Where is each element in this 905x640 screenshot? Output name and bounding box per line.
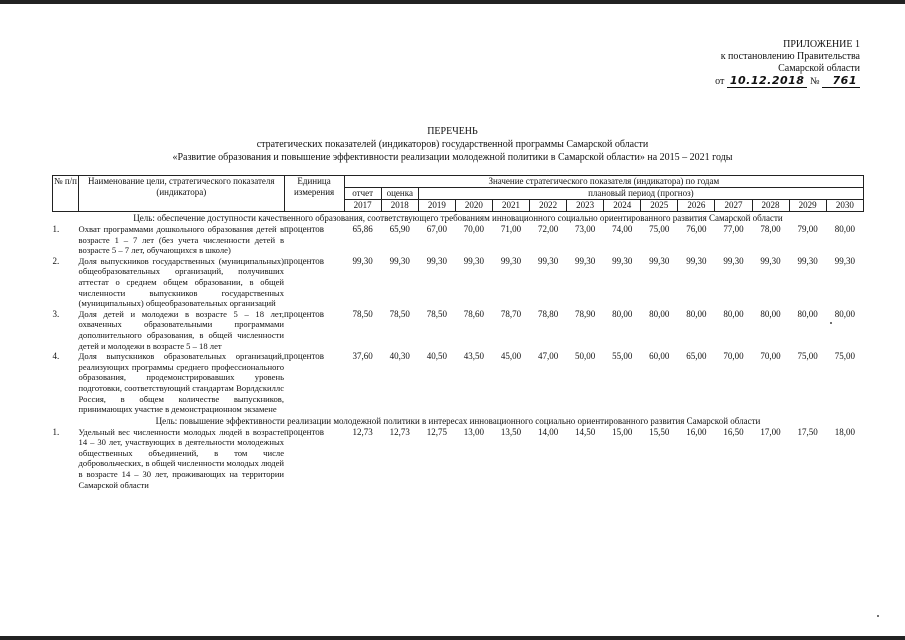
header-report: отчет	[344, 188, 381, 200]
appendix-block	[640, 39, 860, 88]
value-cell: 99,30	[686, 255, 707, 266]
value-cell: 65,90	[389, 224, 410, 234]
table-row	[53, 309, 864, 351]
scan-top-edge	[0, 0, 905, 4]
value-cell: 14,50	[575, 426, 596, 437]
value-cell: 80,00	[612, 308, 633, 319]
goal-text: Цель: повышение эффективности реализации молодежной политики в интересах инновационного социально ориентированного развития Самарской области	[155, 415, 761, 426]
value-cell: 67,00	[426, 224, 447, 234]
header-row-1	[53, 176, 864, 188]
header-name: Наименование цели, стратегического показателя (индикатора)	[79, 176, 284, 212]
value-cell: 45,00	[500, 351, 522, 362]
header-unit: Единица измерения	[284, 176, 344, 212]
row-number: 1.	[52, 426, 60, 437]
value-cell: 78,90	[575, 308, 596, 319]
header-values-title: Значение стратегического показателя (индикатора) по годам	[344, 176, 863, 188]
indicator-unit: процентов	[284, 308, 325, 319]
header-year: 2019	[418, 200, 455, 212]
value-cell: 75,00	[834, 351, 855, 362]
scan-speck	[830, 322, 832, 324]
header-num: № п/п	[53, 176, 79, 212]
value-cell: 76,00	[686, 224, 707, 234]
row-number: 4.	[52, 351, 60, 362]
value-cell: 99,30	[500, 255, 522, 266]
header-year: 2022	[530, 200, 567, 212]
header-year: 2028	[752, 200, 789, 212]
value-cell: 12,73	[389, 426, 410, 437]
value-cell: 99,30	[352, 255, 373, 266]
value-cell: 99,30	[723, 255, 744, 266]
value-cell: 80,00	[723, 308, 744, 319]
header-year: 2026	[678, 200, 715, 212]
value-cell: 80,00	[649, 308, 670, 319]
value-cell: 13,00	[463, 426, 485, 437]
scan-bottom-edge	[0, 636, 905, 640]
number-prefix: №	[809, 76, 820, 87]
value-cell: 43,50	[463, 351, 485, 362]
value-cell: 99,30	[760, 255, 781, 266]
value-cell: 75,00	[797, 351, 818, 362]
value-cell: 15,50	[649, 426, 670, 437]
value-cell: 99,30	[797, 255, 818, 266]
document-subtitle: стратегических показателей (индикаторов) государственной программы Самарской области	[256, 139, 649, 150]
header-year: 2018	[381, 200, 418, 212]
table-row	[53, 256, 864, 309]
indicator-name: Доля выпускников образовательных организаций, реализующих программы среднего профессионального образования, продемонстрировавших уровень подготовки, соответствующий стандартам Ворлдскиллс Россия, в общем количестве выпускников, принимающих участие в демонстрационном экзамене	[78, 351, 285, 415]
value-cell: 15,00	[612, 426, 633, 437]
value-cell: 50,00	[575, 351, 596, 362]
value-cell: 72,00	[537, 224, 559, 234]
indicator-name: Доля детей и молодежи в возрасте 5 – 18 лет, охваченных образовательными программами дополнительного образования, в общей численности детей и молодежи в возрасте 5 – 18 лет	[78, 308, 285, 351]
value-cell: 73,00	[575, 224, 596, 234]
header-year: 2029	[789, 200, 826, 212]
value-cell: 70,00	[463, 224, 485, 234]
value-cell: 80,00	[760, 308, 781, 319]
value-cell: 65,86	[352, 224, 373, 234]
value-cell: 77,00	[723, 224, 744, 234]
appendix-label: ПРИЛОЖЕНИЕ 1	[783, 39, 860, 50]
scan-speck	[877, 615, 879, 617]
appendix-date-line	[640, 75, 860, 88]
date-prefix: от	[715, 76, 725, 87]
value-cell: 13,50	[500, 426, 522, 437]
document-title: ПЕРЕЧЕНЬ	[427, 126, 478, 137]
value-cell: 99,30	[537, 255, 559, 266]
table-row	[53, 427, 864, 491]
header-year: 2023	[567, 200, 604, 212]
value-cell: 99,30	[575, 255, 596, 266]
table-row	[53, 351, 864, 415]
header-year: 2030	[826, 200, 863, 212]
appendix-decree: к постановлению Правительства	[720, 51, 860, 62]
value-cell: 75,00	[649, 224, 670, 234]
value-cell: 99,30	[389, 255, 410, 266]
value-cell: 16,00	[686, 426, 707, 437]
value-cell: 99,30	[612, 255, 633, 266]
value-cell: 80,00	[834, 308, 855, 319]
appendix-region: Самарской области	[778, 63, 860, 74]
table-row	[53, 224, 864, 256]
value-cell: 78,60	[463, 308, 485, 319]
row-number: 3.	[52, 308, 60, 319]
value-cell: 70,00	[760, 351, 781, 362]
decree-number: 761	[822, 75, 860, 88]
value-cell: 12,75	[426, 426, 447, 437]
value-cell: 79,00	[797, 224, 818, 234]
row-number: 1.	[52, 224, 60, 234]
header-year: 2021	[492, 200, 529, 212]
value-cell: 37,60	[352, 351, 373, 362]
goal-row	[53, 212, 864, 225]
value-cell: 40,30	[389, 351, 410, 362]
value-cell: 99,30	[463, 255, 485, 266]
value-cell: 99,30	[426, 255, 447, 266]
value-cell: 16,50	[723, 426, 744, 437]
value-cell: 60,00	[649, 351, 670, 362]
value-cell: 78,50	[426, 308, 447, 319]
indicator-unit: процентов	[284, 426, 325, 437]
row-number: 2.	[52, 255, 60, 266]
value-cell: 99,30	[834, 255, 855, 266]
value-cell: 80,00	[686, 308, 707, 319]
goal-row	[53, 415, 864, 427]
indicator-name: Доля выпускников государственных (муниципальных) общеобразовательных организаций, получивших аттестат о среднем общем образовании, в общей численности выпускников государственных (муниципальных) общеобразовательных организаций	[78, 255, 285, 309]
header-year: 2024	[604, 200, 641, 212]
value-cell: 80,00	[834, 224, 855, 234]
value-cell: 70,00	[723, 351, 744, 362]
header-year: 2017	[344, 200, 381, 212]
value-cell: 78,50	[389, 308, 410, 319]
indicator-unit: процентов	[284, 255, 325, 266]
value-cell: 80,00	[797, 308, 818, 319]
value-cell: 99,30	[649, 255, 670, 266]
program-name: «Развитие образования и повышение эффективности реализации молодежной политики в Самарской области» на 2015 – 2021 годы	[172, 152, 733, 163]
value-cell: 78,50	[352, 308, 373, 319]
header-plan: плановый период (прогноз)	[418, 188, 863, 200]
value-cell: 55,00	[612, 351, 633, 362]
value-cell: 74,00	[612, 224, 633, 234]
header-estimate: оценка	[381, 188, 418, 200]
value-cell: 18,00	[834, 426, 855, 437]
value-cell: 47,00	[537, 351, 559, 362]
value-cell: 12,73	[352, 426, 373, 437]
value-cell: 78,00	[760, 224, 781, 234]
decree-date: 10.12.2018	[727, 75, 808, 88]
value-cell: 14,00	[537, 426, 559, 437]
indicator-unit: процентов	[284, 351, 325, 362]
goal-text: Цель: обеспечение доступности качественного образования, соответствующего требованиям инновационного социально ориентированного развития Самарской области	[133, 213, 783, 223]
value-cell: 71,00	[500, 224, 522, 234]
header-year: 2027	[715, 200, 752, 212]
indicator-name: Удельный вес численности молодых людей в возрасте 14 – 30 лет, участвующих в деятельности молодежных общественных объединений, в том числе добровольческих, в общей численности молодых людей в возрасте 14 – 30 лет, проживающих на территории Самарской области	[78, 426, 285, 490]
indicators-table	[52, 175, 864, 490]
header-year: 2020	[455, 200, 492, 212]
indicator-unit: процентов	[284, 224, 325, 234]
indicator-name: Охват программами дошкольного образования детей в возрасте 1 – 7 лет (без учета численности детей в возрасте 5 – 7 лет, обучающихся в школе)	[78, 224, 285, 256]
value-cell: 78,80	[537, 308, 559, 319]
value-cell: 65,00	[686, 351, 707, 362]
value-cell: 17,50	[797, 426, 818, 437]
header-year: 2025	[641, 200, 678, 212]
value-cell: 17,00	[760, 426, 781, 437]
value-cell: 78,70	[500, 308, 522, 319]
value-cell: 40,50	[426, 351, 447, 362]
